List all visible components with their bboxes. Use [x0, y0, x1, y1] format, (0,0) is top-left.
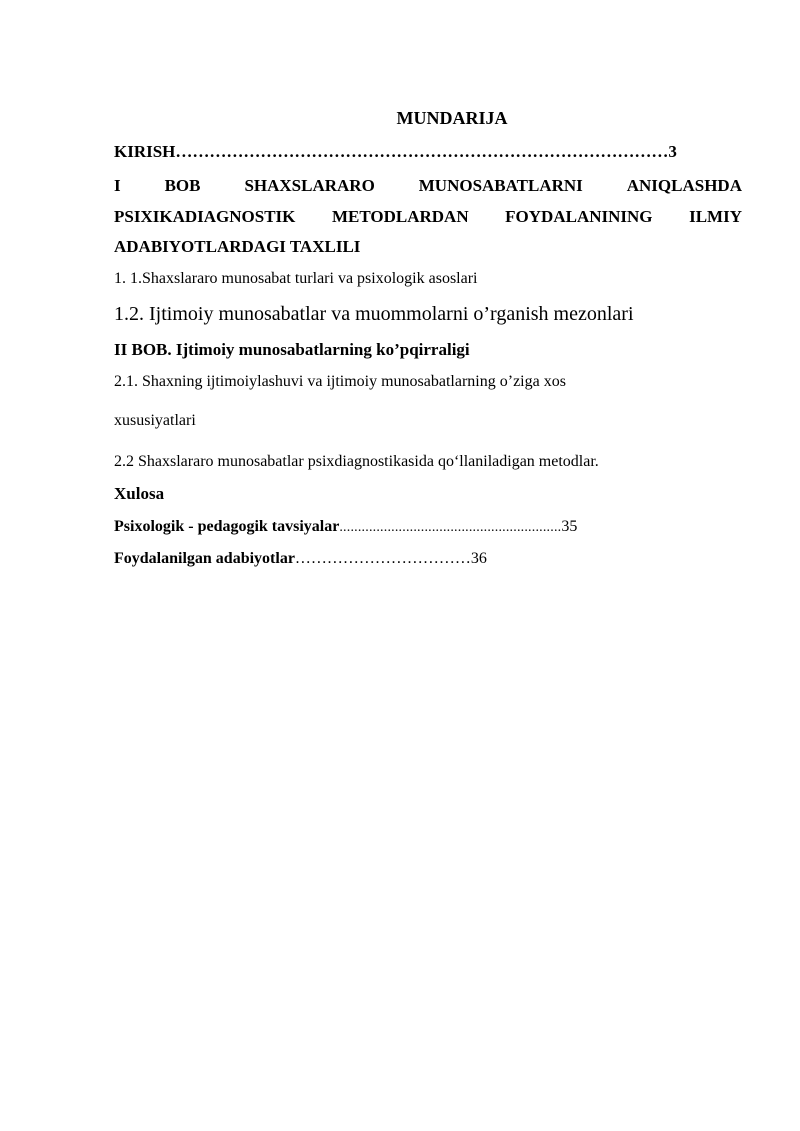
toc-entry-label: Foydalanilgan adabiyotlar — [114, 550, 295, 567]
toc-entry-page: 3 — [668, 142, 677, 161]
toc-section-2-2: 2.2 Shaxslararo munosabatlar psixdiagnostikasida qo‘llaniladigan metodlar. — [114, 453, 599, 470]
chapter-word: ANIQLASHDA — [626, 176, 742, 195]
toc-entry-dots: ............................................................ — [339, 520, 562, 535]
chapter-word: ILMIY — [689, 207, 742, 226]
toc-chapter1-line3: ADABIYOTLARDAGI TAXLILI — [114, 237, 361, 256]
toc-section-2-1-line1: 2.1. Shaxning ijtimoiylashuvi va ijtimoiy munosabatlarning o’ziga xos — [114, 373, 566, 390]
toc-entry-label: KIRISH — [114, 142, 176, 161]
chapter-word: FOYDALANINING — [505, 207, 653, 226]
toc-entry-label: Psixologik - pedagogik tavsiyalar — [114, 518, 340, 535]
chapter-word: PSIXIKADIAGNOSTIK — [114, 207, 296, 226]
toc-section-1-1: 1. 1.Shaxslararo munosabat turlari va psixologik asoslari — [114, 270, 478, 287]
toc-section-1-2: 1.2. Ijtimoiy munosabatlar va muommolarni o’rganish mezonlari — [114, 303, 634, 325]
toc-chapter2: II BOB. Ijtimoiy munosabatlarning ko’pqirraligi — [114, 340, 470, 359]
chapter-word: METODLARDAN — [331, 207, 469, 226]
toc-entry-adabiyotlar — [114, 550, 487, 568]
toc-entry-tavsiyalar — [114, 518, 577, 536]
toc-entry-page: 35 — [561, 518, 578, 535]
toc-xulosa: Xulosa — [114, 484, 165, 503]
toc-section-2-1-line2: xususiyatlari — [114, 412, 196, 429]
chapter-word: BOB — [164, 176, 201, 195]
toc-entry-page: 36 — [470, 550, 487, 567]
toc-entry-dots: …………………………… — [294, 550, 471, 567]
toc-chapter1-line2 — [114, 207, 742, 227]
toc-entry-kirish — [114, 142, 744, 162]
toc-entry-dots: …………………………………………………………………………… — [175, 142, 669, 161]
chapter-word: MUNOSABATLARNI — [418, 176, 583, 195]
toc-chapter1-line1 — [114, 176, 742, 196]
chapter-word: I — [114, 176, 121, 195]
toc-title: MUNDARIJA — [396, 108, 508, 128]
chapter-word: SHAXSLARARO — [244, 176, 375, 195]
